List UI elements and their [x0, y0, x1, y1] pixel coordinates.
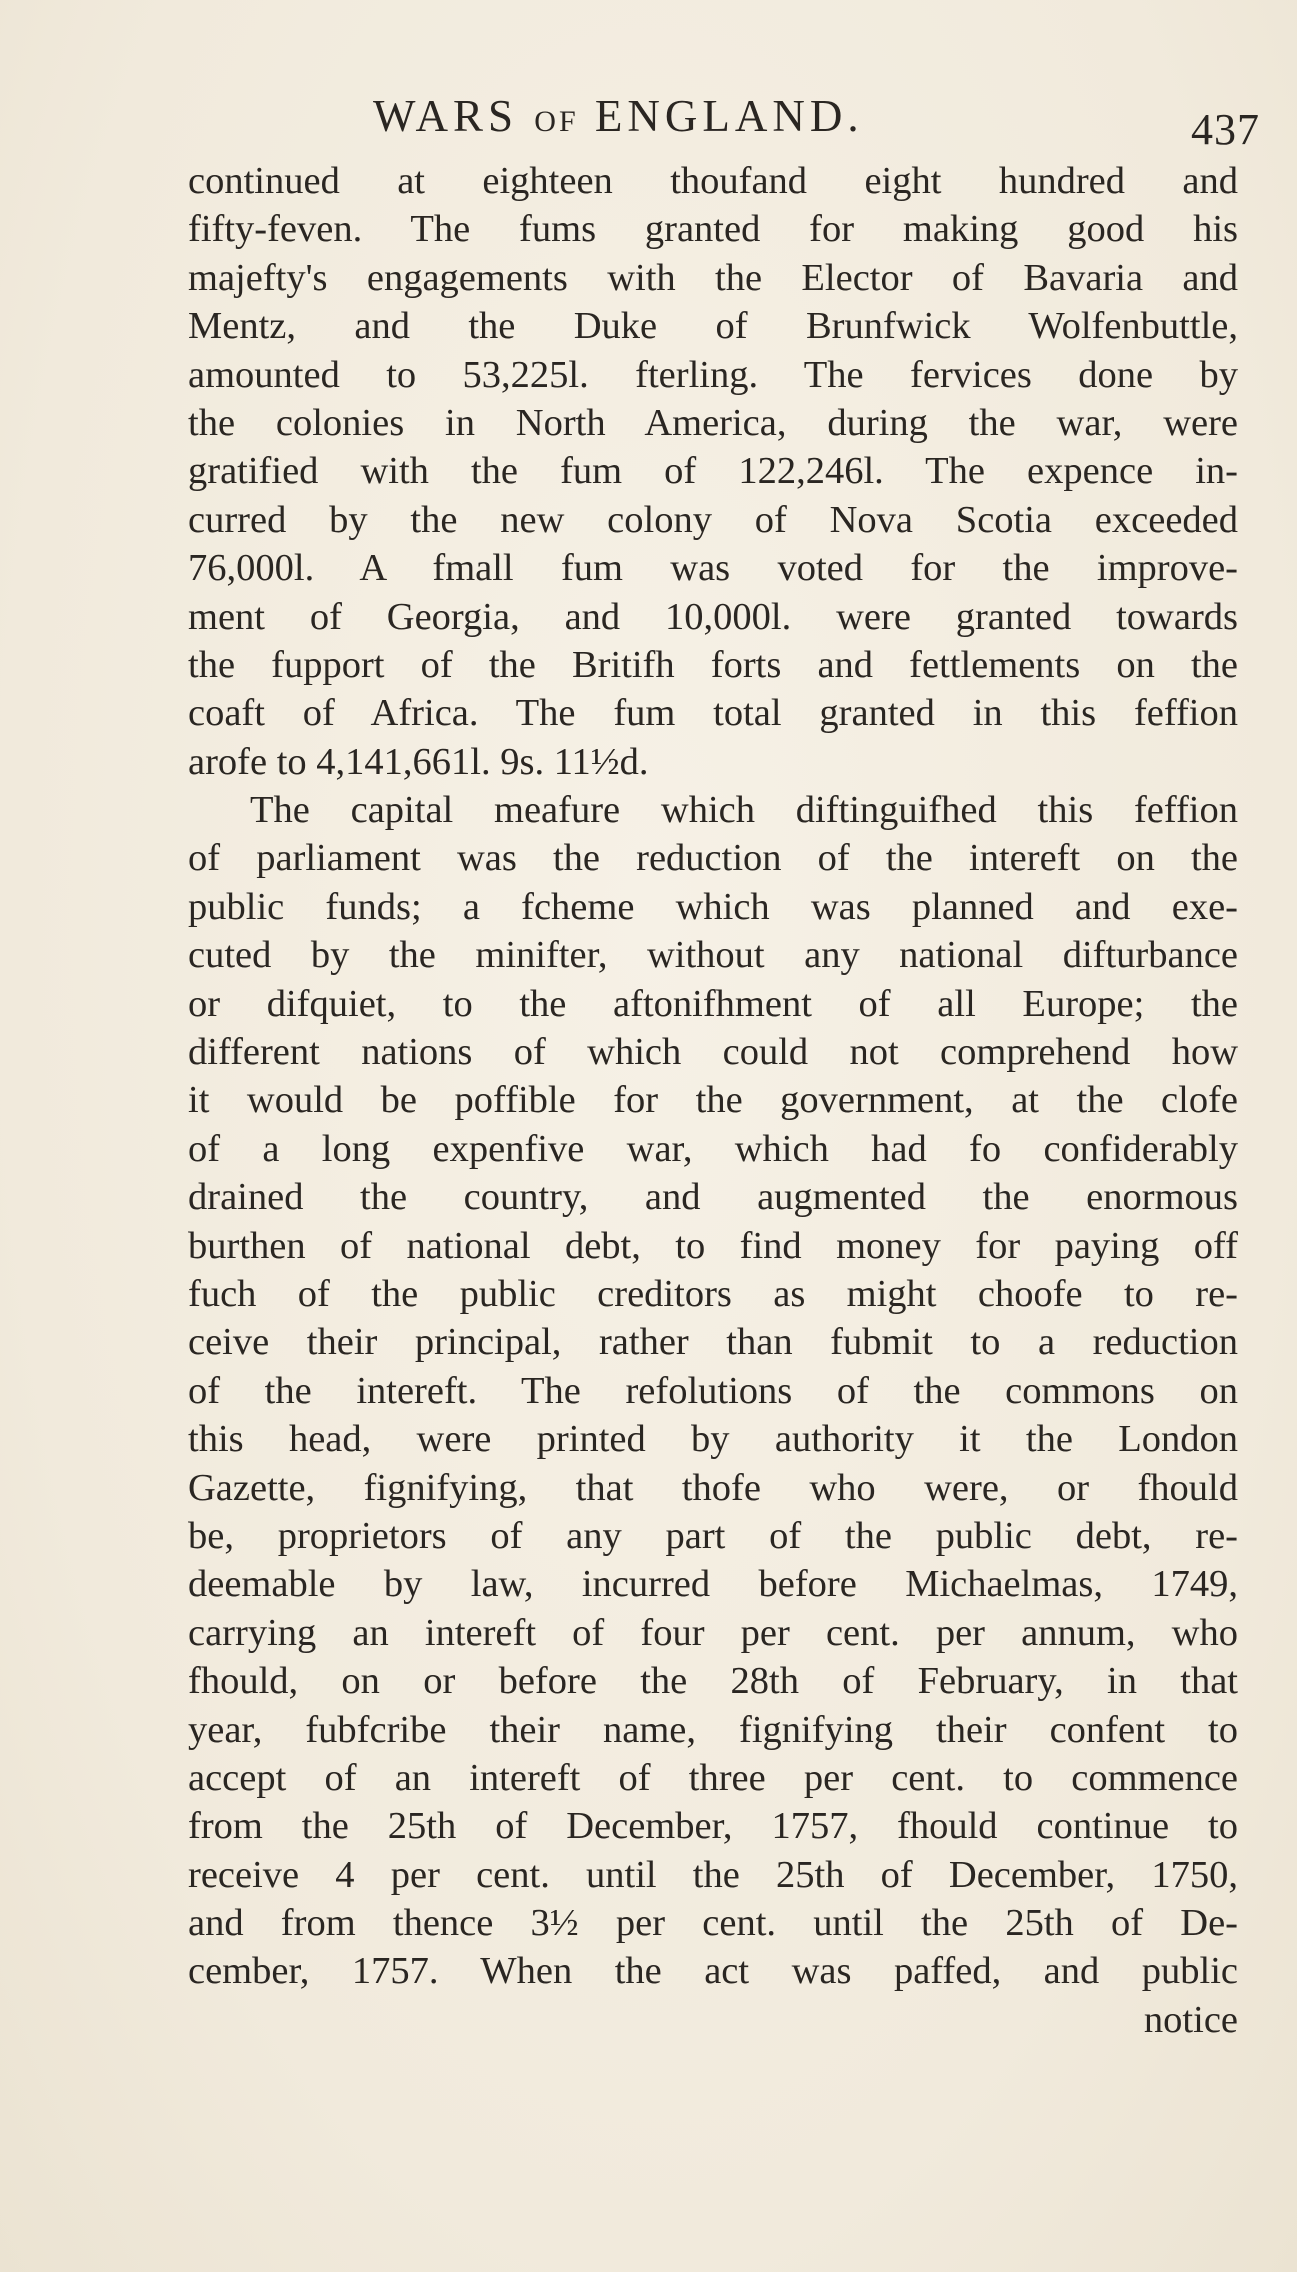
text-line: the colonies in North America, during the war, were [188, 401, 1238, 444]
text-line: receive 4 per cent. until the 25th of December, 1750, [188, 1853, 1238, 1896]
text-line: ceive their principal, rather than fubmit to a reduction [188, 1321, 1238, 1364]
text-line: drained the country, and augmented the enormous [188, 1176, 1238, 1219]
text-line: deemable by law, incurred before Michaelmas, 1749, [188, 1563, 1238, 1606]
text-line: and from thence 3½ per cent. until the 25th of De- [188, 1902, 1238, 1945]
text-line: it would be poffible for the government, at the clofe [188, 1079, 1238, 1122]
text-line: this head, were printed by authority it the London [188, 1418, 1238, 1461]
text-line: year, fubfcribe their name, fignifying their confent to [188, 1708, 1238, 1751]
text-line: amounted to 53,225l. fterling. The fervices done by [188, 353, 1238, 396]
text-line: public funds; a fcheme which was planned and exe- [188, 885, 1238, 928]
running-head-wars: WARS [373, 91, 519, 141]
text-line: accept of an intereft of three per cent. to commence [188, 1756, 1238, 1799]
running-head-england: ENGLAND. [594, 91, 864, 141]
text-line: different nations of which could not comprehend how [188, 1031, 1238, 1074]
text-line: burthen of national debt, to find money for paying off [188, 1224, 1238, 1267]
text-line: fuch of the public creditors as might choofe to re- [188, 1272, 1238, 1315]
text-line: ment of Georgia, and 10,000l. were granted towards [188, 595, 1238, 638]
text-line: the fupport of the Britifh forts and fettlements on the [188, 643, 1238, 686]
text-line: fhould, on or before the 28th of February, in that [188, 1660, 1238, 1703]
text-line: 76,000l. A fmall fum was voted for the improve- [188, 547, 1238, 590]
page-header [188, 90, 1260, 160]
text-line: fifty-feven. The fums granted for making good his [188, 208, 1238, 251]
text-line: from the 25th of December, 1757, fhould continue to [188, 1805, 1238, 1848]
catchword: notice [1143, 1998, 1238, 2041]
text-line: cuted by the minifter, without any national difturbance [188, 934, 1238, 977]
text-line: of the intereft. The refolutions of the commons on [188, 1369, 1238, 1412]
running-head [373, 90, 864, 142]
text-line: be, proprietors of any part of the public debt, re- [188, 1514, 1238, 1557]
text-line: coaft of Africa. The fum total granted in this feffion [188, 692, 1238, 735]
text-line: Gazette, fignifying, that thofe who were, or fhould [188, 1466, 1238, 1509]
text-line: of a long expenfive war, which had fo confiderably [188, 1127, 1238, 1170]
text-line: curred by the new colony of Nova Scotia exceeded [188, 498, 1238, 541]
body-text [188, 157, 1238, 2044]
paragraph-first-line: The capital meafure which diftinguifhed this feffion [250, 789, 1238, 832]
text-line: Mentz, and the Duke of Brunfwick Wolfenbuttle, [188, 305, 1238, 348]
text-line: cember, 1757. When the act was paffed, and public [188, 1950, 1238, 1993]
text-line: continued at eighteen thoufand eight hundred and [188, 160, 1238, 202]
text-line: of parliament was the reduction of the intereft on the [188, 837, 1238, 880]
running-head-of: OF [534, 105, 579, 138]
text-line: gratified with the fum of 122,246l. The expence in- [188, 450, 1238, 493]
page-number: 437 [1191, 105, 1260, 154]
text-line: arofe to 4,141,661l. 9s. 11½d. [188, 740, 649, 783]
text-line: or difquiet, to the aftonifhment of all Europe; the [188, 982, 1238, 1025]
text-line: majefty's engagements with the Elector of Bavaria and [188, 256, 1238, 299]
text-line: carrying an intereft of four per cent. per annum, who [188, 1611, 1238, 1654]
